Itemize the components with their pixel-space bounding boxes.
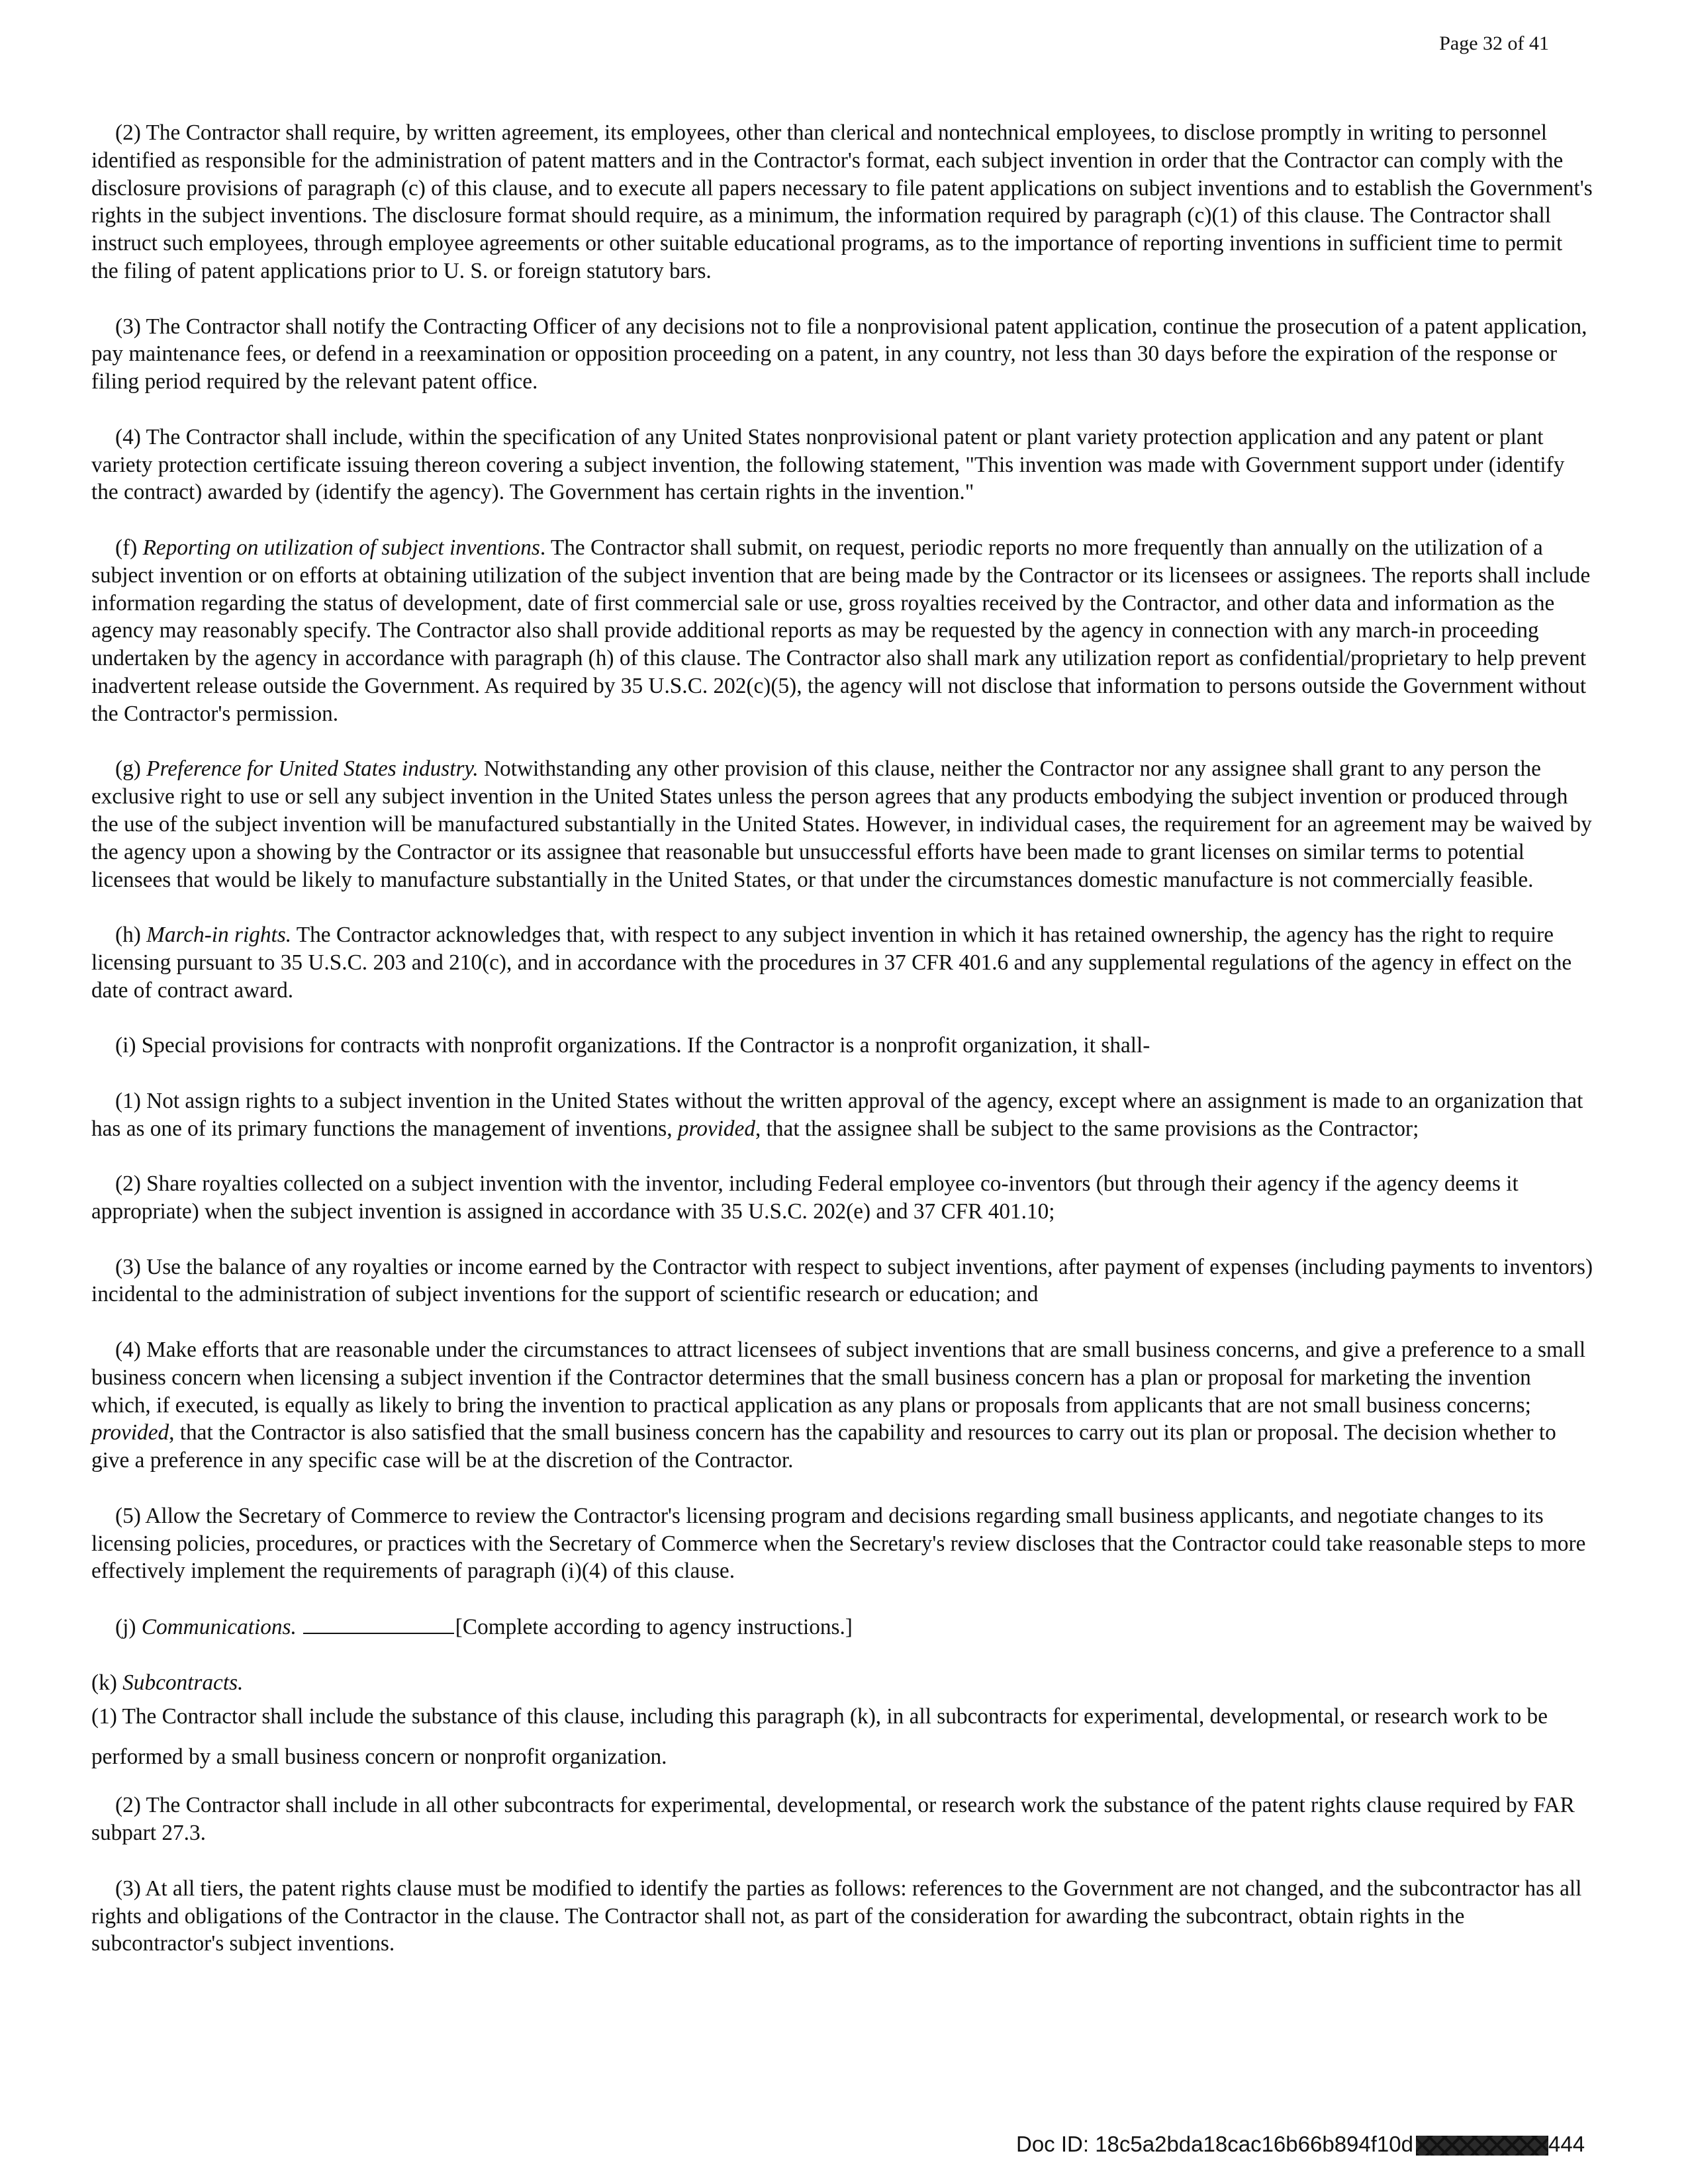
doc-id-suffix: 444 — [1548, 2132, 1585, 2156]
paragraph-k — [91, 1669, 1594, 1697]
paragraph-f-title: Reporting on utilization of subject inventions — [142, 535, 540, 560]
paragraph-i3: (3) Use the balance of any royalties or income earned by the Contractor with respect to subject inventions, after payment of expenses (including payments to inventors) incidental to the administration of subject inventions for the support of scientific research or education; and — [91, 1254, 1593, 1307]
paragraph-j — [91, 1613, 1594, 1641]
document-body — [91, 119, 1594, 1985]
paragraph-f — [91, 534, 1594, 728]
paragraph-k-lead: (k) — [91, 1670, 123, 1695]
paragraph-j-title: Communications. — [141, 1615, 297, 1640]
paragraph-g-title: Preference for United States industry. — [146, 756, 479, 782]
paragraph-k2: (2) The Contractor shall include in all other subcontracts for experimental, developmental, or research work the substance of the patent rights clause required by FAR subpart 27.3. — [91, 1793, 1575, 1846]
paragraph-k1: (1) The Contractor shall include the substance of this clause, including this paragraph (k), in all subcontracts for experimental, developmental, or research work to be performed by a small business concern or nonprofit organization. — [91, 1704, 1548, 1770]
paragraph-g-lead: (g) — [115, 756, 147, 782]
doc-id-footer — [1016, 2128, 1625, 2161]
paragraph-g — [91, 755, 1594, 893]
paragraph-h — [91, 921, 1594, 1004]
paragraph-h-body: The Contractor acknowledges that, with respect to any subject invention in which it has retained ownership, the agency has the right to require licensing pursuant to 35 U.S.C. 203 and 210(c), and in accordance with the procedures in 37 CFR 401.6 and any supplemental regulations of the agency in effect on the date of contract award. — [91, 923, 1572, 1003]
paragraph-e3: (3) The Contractor shall notify the Contracting Officer of any decisions not to file a nonprovisional patent application, continue the prosecution of a patent application, pay maintenance fees, or defend in a reexamination or opposition proceeding on a patent, in any country, not less than 30 days before the expiration of the response or filing period required by the relevant patent office. — [91, 314, 1587, 394]
paragraph-i: (i) Special provisions for contracts with nonprofit organizations. If the Contractor is a nonprofit organization, it shall- — [115, 1033, 1150, 1058]
paragraph-i1-text-b: , that the assignee shall be subject to the same provisions as the Contractor; — [755, 1116, 1419, 1141]
doc-id: Doc ID: 18c5a2bda18cac16b66b894f10d — [1016, 2132, 1413, 2156]
paragraph-e2: (2) The Contractor shall require, by written agreement, its employees, other than clerical and nontechnical employees, to disclose promptly in writing to personnel identified as responsible for the administration of patent matters and in the Contractor's format, each subject invention in order that the Contractor can comply with the disclosure provisions of paragraph (c) of this clause, and to execute all papers necessary to file patent applications on subject inventions and to establish the Government's rights in the subject inventions. The disclosure format should require, as a minimum, the information required by paragraph (c)(1) of this clause. The Contractor shall instruct such employees, through employee agreements or other suitable educational programs, as to the importance of reporting inventions in sufficient time to permit the filing of patent applications prior to U. S. or foreign statutory bars. — [91, 120, 1593, 283]
page-number: Page 32 of 41 — [1439, 32, 1549, 54]
paragraph-i1-provided: provided — [677, 1116, 755, 1141]
paragraph-f-body: . The Contractor shall submit, on request, periodic reports no more frequently than annually on the utilization of a subject invention or on efforts at obtaining utilization of the subject invention that are being made by the Contractor or its licensees or assignees. The reports shall include information regarding the status of development, date of first commercial sale or use, gross royalties received by the Contractor, and other data and information as the agency may reasonably specify. The Contractor also shall provide additional reports as may be requested by the agency in connection with any march-in proceeding undertaken by the agency in accordance with paragraph (h) of this clause. The Contractor also shall mark any utilization report as confidential/proprietary to help prevent inadvertent release outside the Government. As required by 35 U.S.C. 202(c)(5), the agency will not disclose that information to persons outside the Government without the Contractor's permission. — [91, 535, 1591, 726]
paragraph-i4-provided: provided — [91, 1420, 169, 1445]
paragraph-k-title: Subcontracts. — [122, 1670, 244, 1695]
paragraph-i1 — [91, 1087, 1594, 1143]
redaction-mark — [1416, 2136, 1548, 2156]
paragraph-i2: (2) Share royalties collected on a subject invention with the inventor, including Federal employee co-inventors (but through their agency if the agency deems it appropriate) when the subject invention is assigned in accordance with 35 U.S.C. 202(e) and 37 CFR 401.10; — [91, 1171, 1519, 1224]
paragraph-e4: (4) The Contractor shall include, within the specification of any United States nonprovisional patent or plant variety protection application and any patent or plant variety protection certificate issuing thereon covering a subject invention, the following statement, "This invention was made with Government support under (identify the contract) awarded by (identify the agency). The Government has certain rights in the invention." — [91, 424, 1565, 505]
paragraph-i4-text-b: , that the Contractor is also satisfied that the small business concern has the capability and resources to carry out its plan or proposal. The decision whether to give a preference in any specific case will be at the discretion of the Contractor. — [91, 1420, 1556, 1473]
paragraph-k3: (3) At all tiers, the patent rights clause must be modified to identify the parties as follows: references to the Government are not changed, and the subcontractor has all rights and obligations of the Contractor in the clause. The Contractor shall not, as part of the consideration for awarding the subcontract, obtain rights in the subcontractor's subject inventions. — [91, 1876, 1582, 1956]
paragraph-j-body: [Complete according to agency instructions.] — [455, 1615, 853, 1640]
paragraph-j-lead: (j) — [115, 1615, 142, 1640]
paragraph-f-lead: (f) — [115, 535, 143, 560]
paragraph-h-title: March-in rights. — [146, 923, 292, 948]
paragraph-i4-text-a: (4) Make efforts that are reasonable under the circumstances to attract licensees of subject inventions that are small business concerns, and give a preference to a small business concern when licensing a subject invention if the Contractor determines that the small business concern has a plan or proposal for marketing the invention which, if executed, is equally as likely to bring the invention to practical application as any plans or proposals from applicants that are not small business concerns; — [91, 1338, 1586, 1418]
paragraph-i4 — [91, 1336, 1594, 1475]
blank-line — [303, 1613, 454, 1634]
paragraph-i5: (5) Allow the Secretary of Commerce to review the Contractor's licensing program and decisions regarding small business applicants, and negotiate changes to its licensing policies, procedures, or practices with the Secretary of Commerce when the Secretary's review discloses that the Contractor could take reasonable steps to more effectively implement the requirements of paragraph (i)(4) of this clause. — [91, 1503, 1586, 1584]
paragraph-h-lead: (h) — [115, 923, 147, 948]
paragraph-g-body: Notwithstanding any other provision of this clause, neither the Contractor nor any assignee shall grant to any person the exclusive right to use or sell any subject invention in the United States unless the person agrees that any products embodying the subject invention or produced through the use of the subject invention will be manufactured substantially in the United States. However, in individual cases, the requirement for an agreement may be waived by the agency upon a showing by the Contractor or its assignee that reasonable but unsuccessful efforts have been made to grant licenses on similar terms to potential licensees that would be likely to manufacture substantially in the United States, or that under the circumstances domestic manufacture is not commercially feasible. — [91, 756, 1592, 892]
paragraph-i1-text-a: (1) Not assign rights to a subject invention in the United States without the written approval of the agency, except where an assignment is made to an organization that has as one of its primary functions the management of inventions, — [91, 1088, 1583, 1141]
